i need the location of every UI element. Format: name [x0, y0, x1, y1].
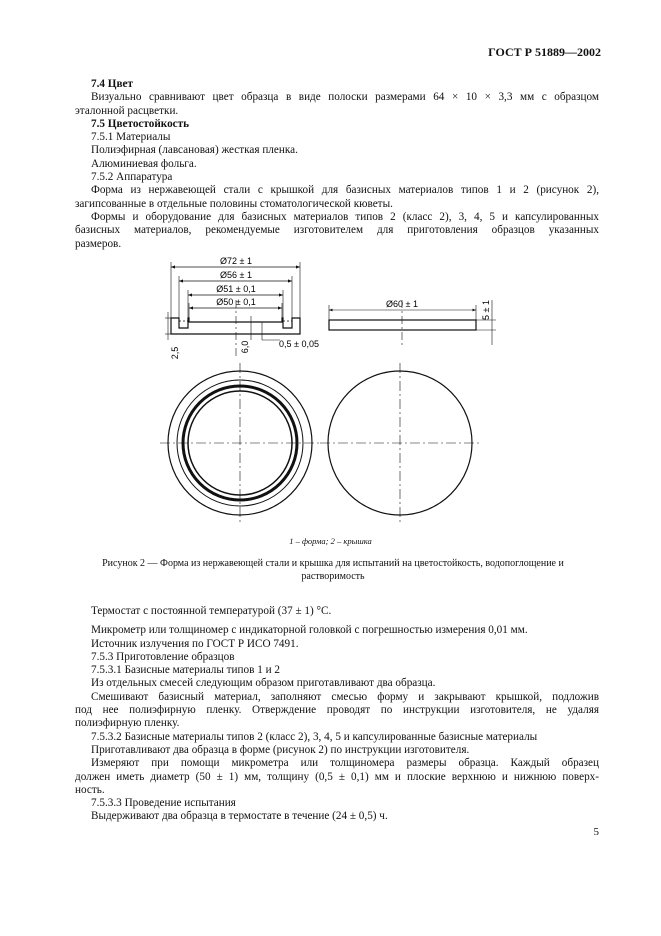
bottom-lines-line: Смешивают базисный материал, заполняют смесью форму и закрывают крышкой, подложив — [91, 690, 599, 703]
dim-d60: Ø60 ± 1 — [386, 299, 418, 309]
top-lines-line: Форма из нержавеющей стали с крышкой для базисных материалов типов 1 и 2 (рисунок 2), — [91, 184, 599, 197]
dim-h5: 5 ± 1 — [481, 300, 491, 320]
form-section-view — [171, 300, 300, 358]
bottom-lines-line: должен иметь диаметр (50 ± 1) мм, толщину (0,5 ± 0,1) мм и плоские верхнюю и нижнюю поверх- — [75, 770, 599, 783]
bottom-lines-line: 7.5.3.3 Проведение испытания — [91, 797, 236, 810]
dim-h25: 2,5 — [170, 346, 180, 360]
top-lines-line: размеров. — [75, 237, 122, 250]
lid-plan-view — [320, 363, 480, 523]
caption-line-1: Рисунок 2 — Форма из нержавеющей стали и крышка для испытаний на цветостойкость, водопоглощение и — [102, 558, 564, 569]
dim-t05: 0,5 ± 0,05 — [279, 339, 319, 349]
top-lines-line: эталонной расцветки. — [75, 104, 179, 117]
bottom-lines-line: 7.5.3 Приготовление образцов — [91, 650, 235, 663]
page-header: ГОСТ Р 51889—2002 — [488, 45, 601, 59]
text-block-bottom — [75, 605, 599, 824]
bottom-lines-line: Термостат с постоянной температурой (37 ± 1) °С. — [91, 605, 332, 617]
bottom-lines-line: 7.5.3.2 Базисные материалы типов 2 (класс 2), 3, 4, 5 и капсулированные базисные материалы — [91, 730, 538, 743]
bottom-lines-line: под нее полиэфирную пленку. Отверждение проводят по инструкции изготовителя, не удаляя — [75, 704, 599, 717]
top-lines-line: 7.5 Цветостойкость — [91, 117, 190, 130]
form-plan-view — [160, 363, 320, 523]
top-lines-line: 7.5.2 Аппаратура — [91, 171, 173, 184]
page-number: 5 — [593, 826, 599, 838]
bottom-lines-line: 7.5.3.1 Базисные материалы типов 1 и 2 — [91, 664, 280, 677]
top-lines-line: Визуально сравнивают цвет образца в виде полоски размерами 64 × 10 × 3,3 мм с образцом — [91, 91, 599, 104]
figure-legend: 1 – форма; 2 – крышка — [289, 536, 372, 546]
bottom-lines-line: Из отдельных смесей следующим образом приготавливают два образца. — [91, 677, 436, 690]
dim-d51: Ø51 ± 0,1 — [216, 284, 256, 294]
dim-d50: Ø50 ± 0,1 — [216, 297, 256, 307]
dim-d56: Ø56 ± 1 — [220, 270, 252, 280]
top-lines-line: базисных материалов, рекомендуемые изготовителем для приготовления образцов указанных — [75, 224, 599, 237]
bottom-lines-line: полиэфирную пленку. — [75, 717, 180, 730]
top-lines-line: Формы и оборудование для базисных материалов типов 2 (класс 2), 3, 4, 5 и капсулированных — [91, 210, 599, 223]
bottom-lines-line: Выдерживают два образца в термостате в течение (24 ± 0,5) ч. — [91, 810, 388, 823]
figure-caption — [66, 558, 600, 583]
caption-line-2: растворимость — [301, 570, 365, 582]
top-lines-line: 7.5.1 Материалы — [91, 131, 171, 144]
top-lines-line: 7.4 Цвет — [91, 78, 133, 90]
bottom-lines-line: Источник излучения по ГОСТ Р ИСО 7491. — [91, 637, 299, 650]
top-lines-line: Алюминиевая фольга. — [91, 157, 197, 170]
dim-h6: 6,0 — [240, 340, 250, 354]
top-lines-line: Полиэфирная (лавсановая) жесткая пленка. — [91, 144, 298, 157]
bottom-lines-line: ность. — [75, 783, 105, 796]
dim-d72: Ø72 ± 1 — [220, 256, 252, 266]
top-lines-line: загипсованные в отдельные половины стоматологической кюветы. — [75, 197, 393, 210]
bottom-lines-line: Микрометр или толщиномер с индикаторной головкой с погрешностью измерения 0,01 мм. — [91, 624, 528, 637]
bottom-lines-line: Приготавливают два образца в форме (рисунок 2) по инструкции изготовителя. — [91, 743, 470, 756]
bottom-lines-line: Измеряют при помощи микрометра или толщиномера размеры образца. Каждый образец — [91, 757, 599, 770]
